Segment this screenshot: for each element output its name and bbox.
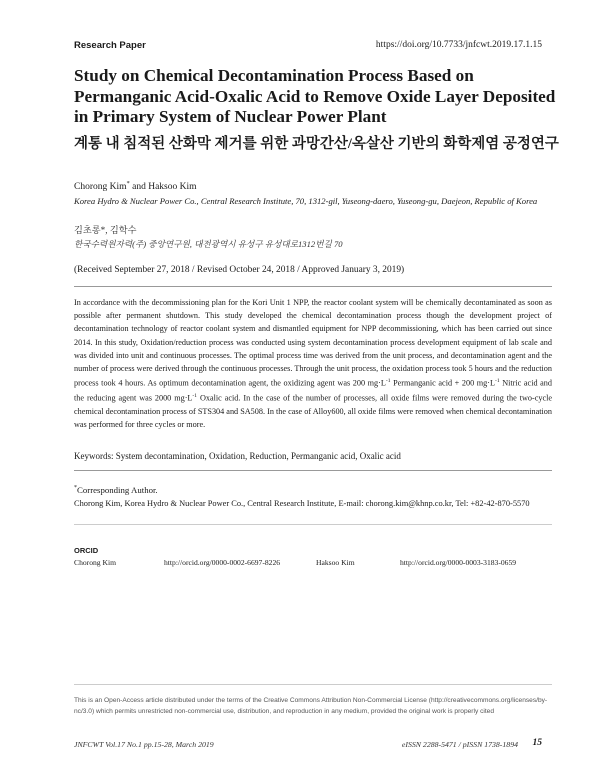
corresponding-mark: * bbox=[74, 485, 77, 492]
keywords-divider bbox=[74, 470, 552, 471]
author-name: and Haksoo Kim bbox=[129, 182, 197, 193]
author-list-korean: 김초롱*, 김학수 bbox=[74, 225, 137, 235]
affiliation-korean: 한국수력원자력(주) 중앙연구원, 대전광역시 유성구 유성대로1312번길 70 bbox=[74, 239, 343, 249]
journal-citation: JNFCWT Vol.17 No.1 pp.15-28, March 2019 bbox=[74, 740, 214, 749]
superscript: -1 bbox=[385, 378, 391, 385]
issn: eISSN 2288-5471 / pISSN 1738-1894 bbox=[401, 740, 518, 749]
orcid-name: Haksoo Kim bbox=[316, 558, 355, 567]
affiliation-english: Korea Hydro & Nuclear Power Co., Central Research Institute, 70, 1312-gil, Yuseong-daero, Yuseong-gu, Daejeon, Republic of Korea bbox=[74, 196, 538, 206]
corresponding-author-details: Chorong Kim, Korea Hydro & Nuclear Power Co., Central Research Institute, E-mail: chorong.kim@khnp.co.kr, Tel: +82-42-870-5570 bbox=[74, 499, 530, 508]
doi-link[interactable]: https://doi.org/10.7733/jnfcwt.2019.17.1.15 bbox=[375, 40, 542, 50]
abstract-segment: In accordance with the decommissioning plan for the Kori Unit 1 NPP, the reactor coolant system will be chemically decontaminated as soon as possible after permanent shutdown. This study developed the chemical decontamination process though the development project of decontamination technology of reactor coolant system and dismantled equipment for NPP decommissioning, which has been carried out since 2014. In this study, Oxidation/reduction process was conducted using system decontamination process development equipment of lab scale and was divided into unit and continuous processes. The optimal process time was derived from the unit process, and decontamination agent and the number of process were derived through the continuous processes. Through the unit process, the oxidation process took 5 hours and the reduction process took 4 hours. As optimum decontamination agent, the oxidizing agent was 200 mg·L bbox=[74, 298, 552, 388]
abstract-segment: Nitric acid and the reducing agent was 2000 mg·L bbox=[74, 378, 552, 403]
abstract-segment: Oxalic acid. In the case of the number of processes, all oxide films were removed during the two-cycle chemical decontamination process of STS304 and SA508. In the case of Alloy600, all oxide films were removed when chemical decontamination was performed for three cycles or more. bbox=[74, 393, 552, 430]
license-divider bbox=[74, 684, 552, 685]
orcid-name: Chorong Kim bbox=[74, 558, 116, 567]
page-number: 15 bbox=[532, 738, 542, 748]
corresponding-author-label bbox=[74, 485, 158, 495]
author-name: Chorong Kim bbox=[74, 182, 127, 193]
superscript: -1 bbox=[495, 378, 500, 385]
paper-type-label: Research Paper bbox=[74, 40, 146, 51]
orcid-link[interactable]: http://orcid.org/0000-0003-3183-0659 bbox=[400, 558, 517, 567]
paper-title-english: Study on Chemical Decontamination Process Based on Permanganic Acid-Oxalic Acid to Remove Oxide Layer Deposited in Primary System of Nuclear Power Plant bbox=[74, 66, 556, 126]
paper-title-korean: 계통 내 침적된 산화막 제거를 위한 과망간산/옥살산 기반의 화학제염 공정연구 bbox=[74, 136, 559, 152]
corresponding-label-text: Corresponding Author. bbox=[77, 485, 158, 495]
corresponding-mark: * bbox=[126, 180, 130, 187]
author-list-english bbox=[74, 180, 197, 192]
license-notice: This is an Open-Access article distributed under the terms of the Creative Commons Attribution Non-Commercial License (http://creativecommons.org/licenses/by-nc/3.0) which permits unrestricted non-commercial use, distribution, and reproduction in any medium, provided the original work is properly cited bbox=[74, 697, 548, 715]
received-dates: (Received September 27, 2018 / Revised October 24, 2018 / Approved January 3, 2019) bbox=[74, 265, 405, 275]
keywords: Keywords: System decontamination, Oxidation, Reduction, Permanganic acid, Oxalic acid bbox=[74, 451, 401, 461]
abstract-text bbox=[74, 296, 552, 432]
abstract-segment: Permanganic acid + 200 mg·L bbox=[390, 378, 495, 388]
orcid-heading: ORCID bbox=[74, 546, 99, 555]
abstract-top-divider bbox=[74, 286, 552, 287]
orcid-divider bbox=[74, 524, 552, 525]
orcid-link[interactable]: http://orcid.org/0000-0002-6697-8226 bbox=[164, 558, 281, 567]
superscript: -1 bbox=[192, 393, 198, 400]
